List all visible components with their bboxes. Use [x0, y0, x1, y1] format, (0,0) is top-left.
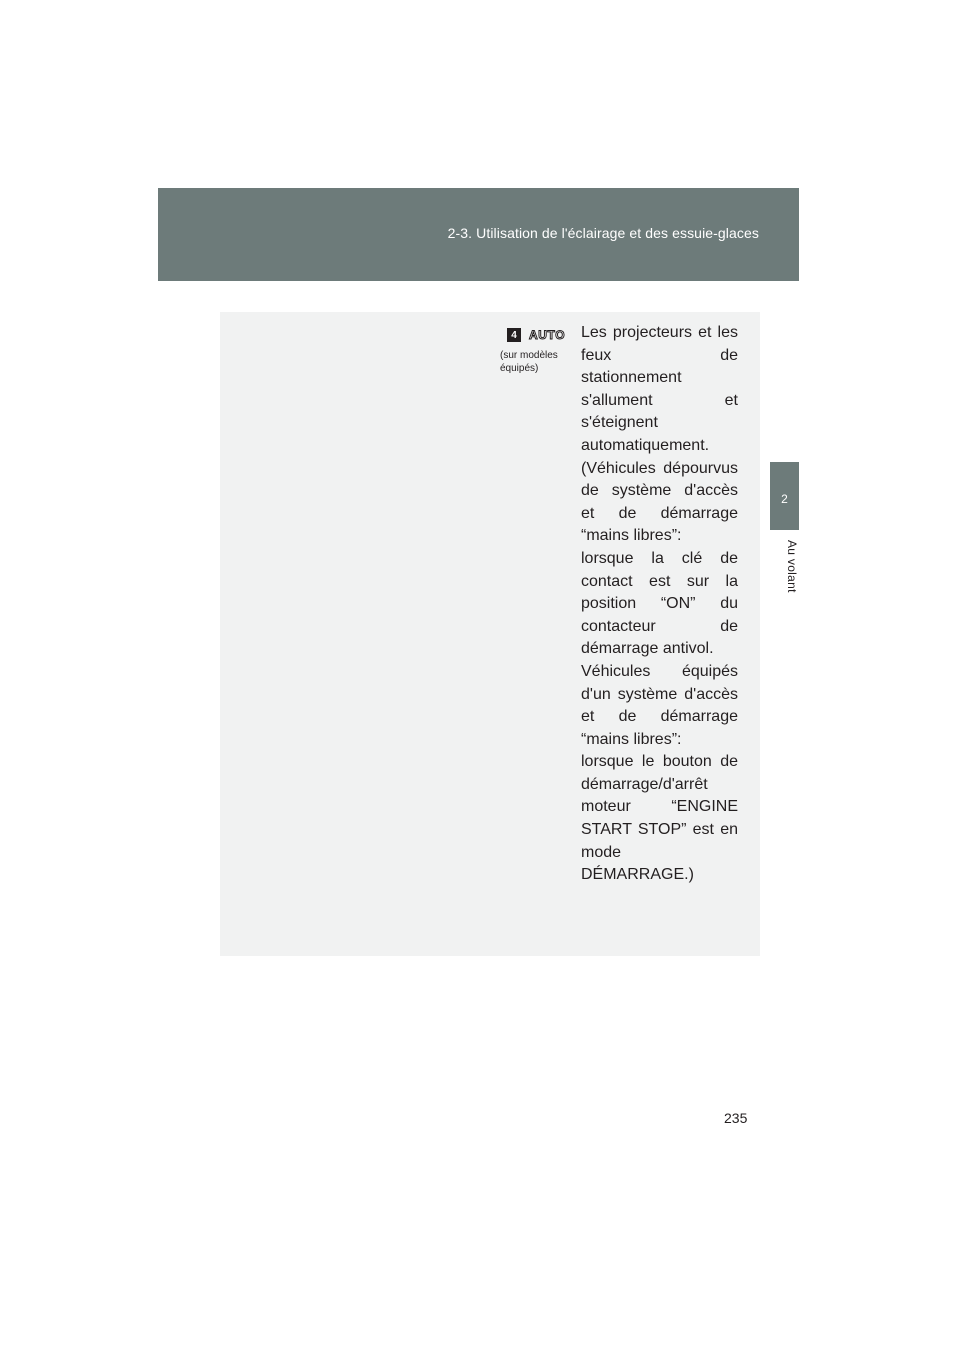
chapter-number: 2 — [781, 492, 788, 506]
item-number-badge: 4 — [507, 328, 521, 342]
description-text — [581, 322, 738, 887]
description-paragraph: lorsque le bouton de démarrage/d'arrêt moteur “ENGINE START STOP” est en mode DÉMARRAGE.) — [581, 753, 738, 884]
page-number: 235 — [724, 1110, 748, 1126]
description-paragraph: Véhicules équipés d'un système d'accès et de démarrage “mains libres”: — [581, 662, 738, 748]
description-paragraph: (Véhicules dépourvus de système d'accès et de démarrage “mains libres”: — [581, 459, 738, 545]
equipment-note: (sur modèles équipés) — [500, 350, 558, 374]
switch-position-row — [507, 328, 565, 342]
header-band — [158, 188, 799, 281]
description-paragraph: lorsque la clé de contact est sur la position “ON” du contacteur de démarrage antivol. — [581, 549, 738, 658]
chapter-label: Au volant — [785, 540, 799, 593]
section-title: 2-3. Utilisation de l'éclairage et des essuie-glaces — [447, 225, 759, 241]
auto-symbol-icon: AUTO — [529, 328, 566, 342]
content-box — [220, 312, 760, 956]
chapter-tab — [770, 462, 799, 530]
description-paragraph: Les projecteurs et les feux de stationnement s'allument et s'éteignent automatiquement. — [581, 324, 738, 454]
